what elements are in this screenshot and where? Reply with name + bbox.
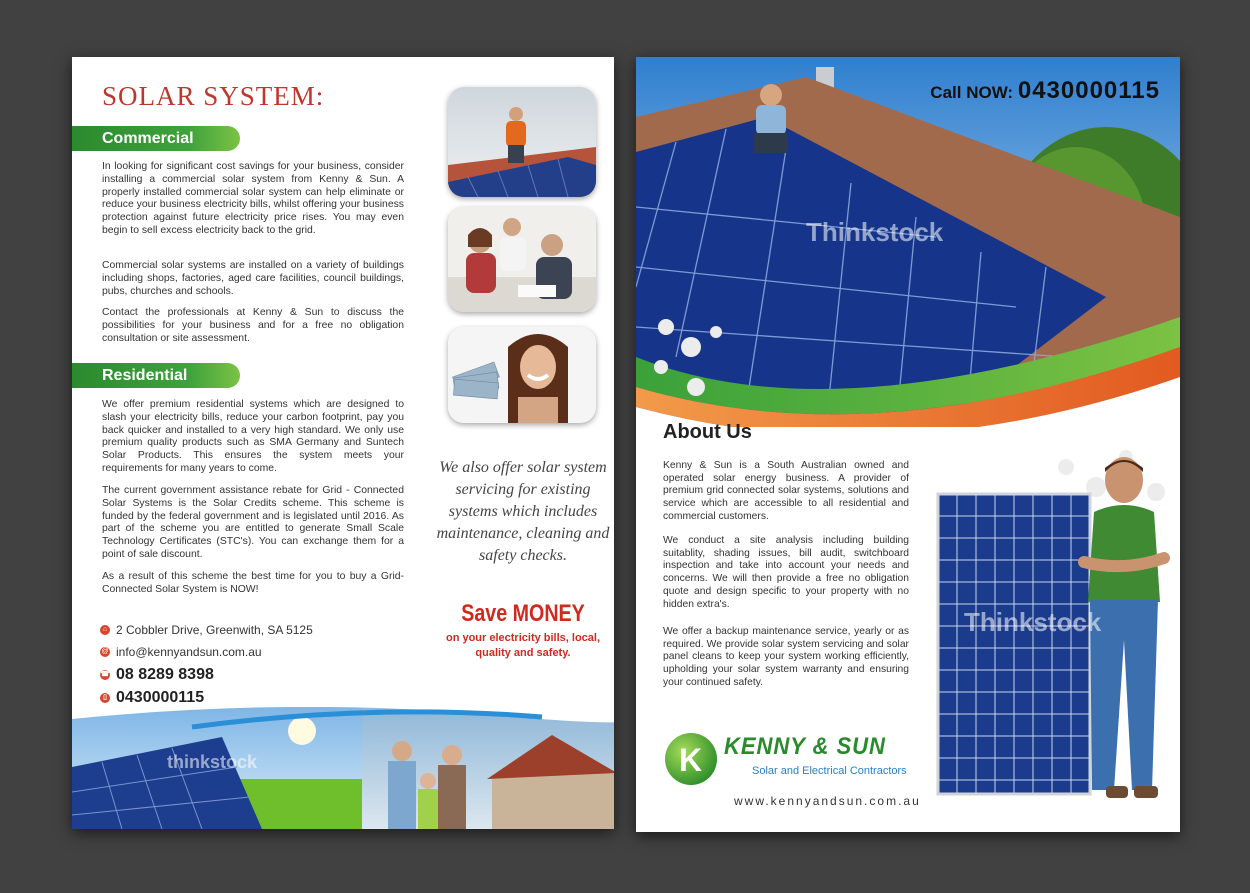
about-paragraph-2: We conduct a site analysis including building suitablity, shading issues, bill audit, switchboard inspection and take into account your needs and concerns. We will then provide a free no obligation quote and design specific to your property with no hidden extra's. [663,535,909,610]
contact-email[interactable] [100,645,262,659]
residential-paragraph-2: The current government assistance rebate for Grid - Connected Solar Systems is the Solar Credits scheme. This scheme is funded by the federal government and is legislated until 2016. As part of the scheme you are entitled to generate Small Scale Technology Certificates (STC's). You can exchange them for a point of sale discount. [102,485,404,560]
hero-watermark: Thinkstock [806,217,944,247]
svg-text:K: K [679,742,703,778]
contact-mobile[interactable] [100,689,204,707]
kenny-and-sun-logo [664,729,926,789]
phone-icon: ☎ [100,671,110,678]
photo-woman-money [448,327,596,423]
stock-watermark: thinkstock [167,752,258,772]
website-url[interactable]: www.kennyandsun.com.au [734,794,921,808]
call-now-number[interactable]: 0430000115 [1017,77,1160,104]
panel-watermark: Thinkstock [964,607,1102,637]
right-brochure-page [636,57,1180,832]
mobile-icon: ▯ [100,693,110,703]
email-icon: @ [101,648,109,655]
commercial-paragraph-3: Contact the professionals at Kenny & Sun to discuss the possibilities for your business and for a free no obligation consultation or site assessment. [102,307,404,344]
save-money-heading: Save MONEY [461,600,585,627]
logo-brand-name: KENNY & SUN [724,733,886,760]
address-text: 2 Cobbler Drive, Greenwith, SA 5125 [116,623,313,637]
bottom-photo-banner [72,707,614,829]
about-paragraph-3: We offer a backup maintenance service, yearly or as required. We provide solar system servicing and solar panel cleans to keep your system working efficiently, upholding your solar system warranty and ensuring your continued safety. [663,626,909,688]
phone-text[interactable]: 08 8289 8398 [116,666,214,683]
contact-address [100,623,313,637]
contact-phone[interactable] [100,666,214,684]
mobile-text[interactable]: 0430000115 [116,689,205,706]
left-brochure-page [72,57,614,829]
solar-panel-with-man-photo [934,452,1180,812]
servicing-offer-text: We also offer solar system servicing for existing systems which includes maintenance, cleaning and safety checks. [436,459,610,564]
commercial-paragraph-1: In looking for significant cost savings for your business, consider installing a commercial solar system from Kenny & Sun. A properly installed commercial solar system can help eliminate or reduce your business electricity bills, whilst offering your business protection against future electricity price rises. You may even begin to sell excess electricity back to the grid. [102,161,404,236]
about-us-heading: About Us [663,421,752,443]
logo-tagline: Solar and Electrical Contractors [752,765,907,777]
residential-paragraph-3: As a result of this scheme the best time for you to buy a Grid-Connected Solar System is NOW! [102,571,404,595]
call-now-banner[interactable] [930,77,1160,105]
page-title: SOLAR SYSTEM: [102,81,325,111]
email-text[interactable]: info@kennyandsun.com.au [116,645,262,659]
commercial-heading: Commercial [72,126,240,151]
about-paragraph-1: Kenny & Sun is a South Australian owned and operated solar energy business. A provider of premium grid connected solar systems, solutions and service which are accessible to all residential and commercial customers. [663,460,909,522]
call-now-label: Call NOW: [930,83,1014,102]
photo-roof-installer [448,87,596,197]
residential-paragraph-1: We offer premium residential systems which are designed to slash your electricity bills, reduce your carbon footprint, pay you back quicker and installed to a very high standard. We only use premium quality products such as SMA Germany and Suntech Solar Products. This ensures the system meets your requirements for many years to come. [102,399,404,474]
home-icon: ⌂ [100,625,110,635]
save-money-subtext: on your electricity bills, local, quality and safety. [445,632,601,659]
commercial-paragraph-2: Commercial solar systems are installed on a variety of buildings including shops, factories, aged care facilities, council buildings, pubs, churches and schools. [102,260,404,297]
residential-heading: Residential [72,363,240,388]
photo-consultation [448,207,596,312]
